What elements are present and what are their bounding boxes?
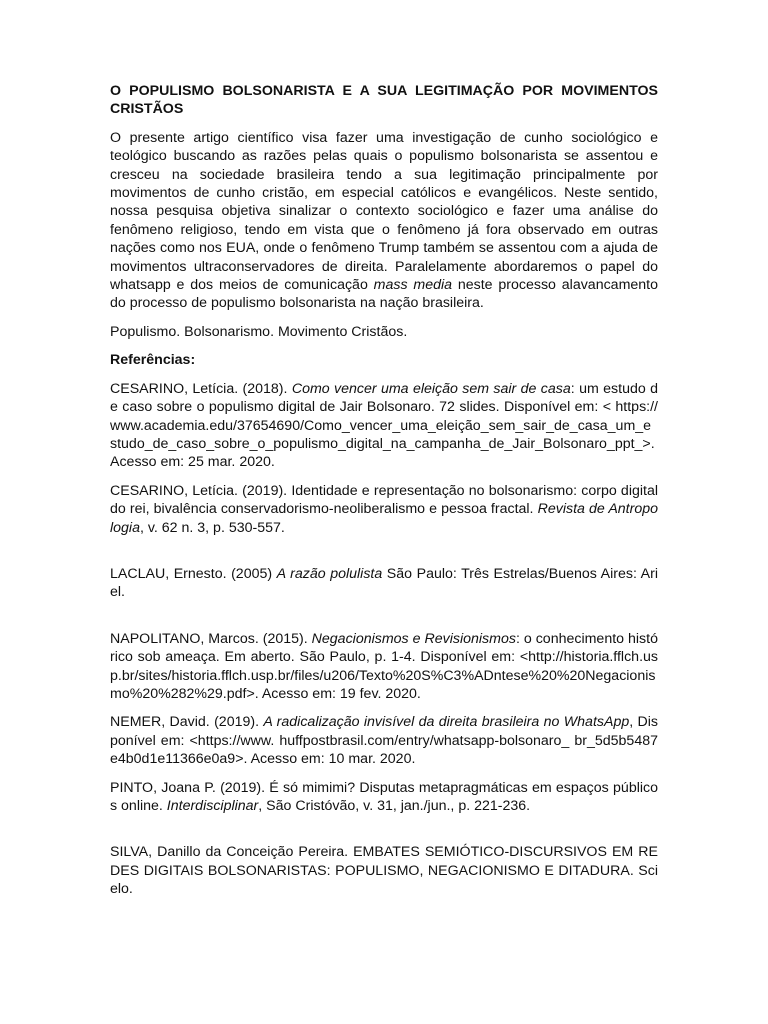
abstract-paragraph	[110, 129, 658, 313]
abstract-text-1: O presente artigo científico visa fazer uma investigação de cunho sociológico e teológico buscando as razões pelas quais o populismo bolsonarista se assentou e cresceu na sociedade brasileira tendo a sua legitimação principalmente por movimentos de cunho cristão, em especial católicos e evangélicos. Neste sentido, nossa pesquisa objetiva sinalizar o contexto sociológico e fazer uma análise do fenômeno religioso, tendo em vista que o fenômeno já fora observado em outras nações como nos EUA, onde o fenômeno Trump também se assentou com a ajuda de movimentos ultraconservadores de direita. Paralelamente abordaremos o papel do whatsapp e dos meios de comunicação	[110, 129, 658, 294]
reference-text: LACLAU, Ernesto. (2005)	[110, 565, 277, 582]
document-title: O POPULISMO BOLSONARISTA E A SUA LEGITIMAÇÃO POR MOVIMENTOS CRISTÃOS	[110, 83, 658, 118]
reference-item	[110, 843, 658, 898]
reference-text: PINTO, Joana P. (2019). É só mimimi? Disputas metapragmáticas em espaços públicos online.	[110, 779, 658, 814]
reference-text: CESARINO, Letícia. (2019). Identidade e representação no bolsonarismo: corpo digital do rei, bivalência conservadorismo-neoliberalismo e pessoa fractal.	[110, 482, 658, 518]
reference-title: Como vencer uma eleição sem sair de casa	[291, 380, 571, 397]
reference-text: CESARINO, Letícia. (2018).	[110, 380, 292, 397]
reference-text: São Paulo: Três Estrelas/Buenos Aires: Ariel.	[110, 565, 658, 601]
reference-title: A razão polulista	[276, 565, 383, 582]
reference-item	[110, 779, 658, 816]
reference-title: Interdisciplinar	[166, 798, 259, 814]
reference-item	[110, 482, 658, 537]
reference-title: Revista de Antropologia	[110, 501, 659, 536]
reference-text: , v. 62 n. 3, p. 530-557.	[139, 519, 285, 536]
reference-text: , Disponível em: <https://www. huffpostbrasil.com/entry/whatsapp-bolsonaro_ br_5d5b5487e4b0d1e11366e0a9>. Acesso em: 10 mar. 2020.	[110, 714, 659, 768]
reference-text: NAPOLITANO, Marcos. (2015).	[110, 630, 312, 647]
reference-text: NEMER, David. (2019).	[110, 714, 264, 731]
references-heading: Referências:	[110, 352, 196, 369]
reference-title: A radicalização invisível da direita brasileira no WhatsApp	[263, 714, 630, 731]
document-page	[110, 82, 658, 909]
reference-item	[110, 630, 658, 704]
reference-text: : o conhecimento histórico sob ameaça. Em aberto. São Paulo, p. 1-4. Disponível em: <http://historia.fflch.usp.br/sites/historia.fflch.usp.br/files/u206/Texto%20S%C3%ADntese%20%20Negacionismo%20%282%29.pdf>. Acesso em: 19 fev. 2020.	[110, 630, 658, 702]
reference-item	[110, 380, 658, 472]
abstract-italic-term: mass media	[373, 277, 453, 294]
reference-text: SILVA, Danillo da Conceição Pereira. EMBATES SEMIÓTICO-DISCURSIVOS EM REDES DIGITAIS BOLSONARISTAS: POPULISMO, NEGACIONISMO E DITADURA. Scielo.	[110, 844, 658, 898]
abstract-text-2: neste processo alavancamento do processo de populismo bolsonarista na nação brasileira.	[110, 277, 658, 312]
reference-text: : um estudo de caso sobre o populismo digital de Jair Bolsonaro. 72 slides. Disponível em: < https://www.academia.edu/37654690/Como_vencer_uma_eleição_sem_sair_de_casa_um_estudo_de_caso_sobre_o_populismo_digital_na_campanha_de_Jair_Bolsonaro_ppt_>. Acesso em: 25 mar. 2020.	[110, 380, 658, 471]
reference-item	[110, 713, 658, 768]
reference-text: , São Cristóvão, v. 31, jan./jun., p. 221-236.	[258, 798, 531, 814]
keywords: Populismo. Bolsonarismo. Movimento Cristãos.	[110, 323, 408, 340]
reference-title: Negacionismos e Revisionismos	[311, 630, 516, 647]
reference-item	[110, 565, 658, 602]
